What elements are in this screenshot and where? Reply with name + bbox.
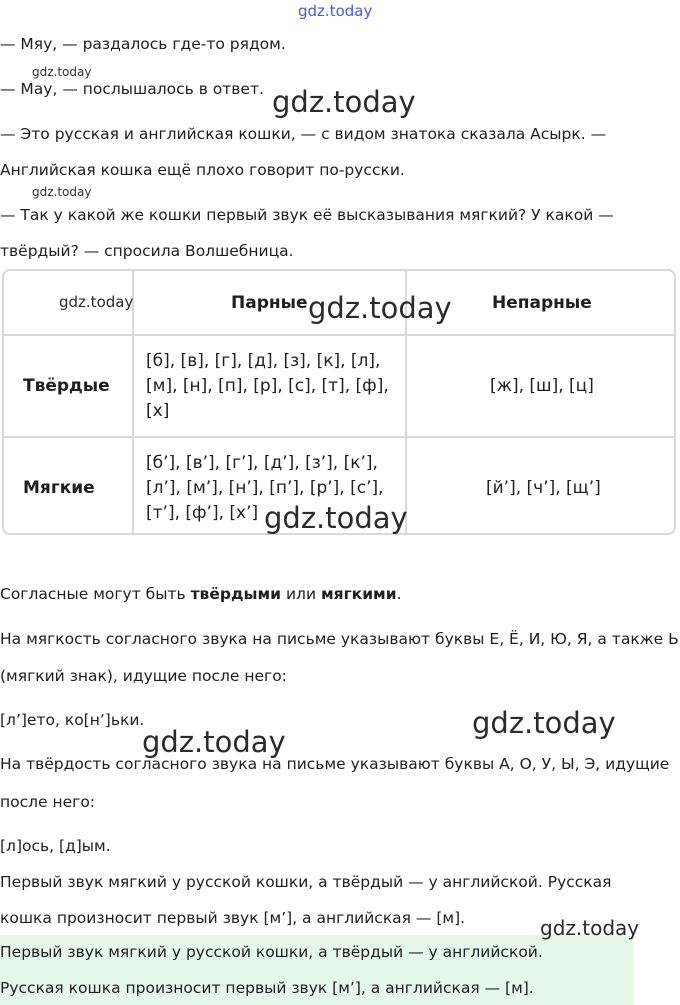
watermark-small-1: gdz.today (32, 65, 92, 79)
answer-highlight-line-2: Русская кошка произносит первый звук [м’], а английская — [м]. (0, 979, 534, 997)
theory-paragraph-2-line-2: (мягкий знак), идущие после него: (0, 667, 287, 685)
answer-line-1: Первый звук мягкий у русской кошки, а твёрдый — у английской. Русская (0, 873, 612, 891)
watermark-big-4: gdz.today (472, 706, 616, 740)
watermark-big-5: gdz.today (142, 725, 286, 759)
theory-paragraph-1: Согласные могут быть твёрдыми или мягкими. (0, 585, 402, 603)
table-divider-h2 (4, 436, 674, 438)
hard-paired-line-3: [х] (146, 401, 170, 421)
watermark-big-3: gdz.today (264, 501, 408, 535)
table-divider-h1 (4, 334, 674, 336)
row-label-soft: Мягкие (23, 478, 95, 498)
dialogue-line-3: — Это русская и английская кошки, — с видом знатока сказала Асырк. — (0, 125, 607, 143)
header-unpaired: Непарные (492, 293, 592, 313)
answer-line-2: кошка произносит первый звук [м’], а английская — [м]. (0, 909, 466, 927)
theory-paragraph-3-line-1: На твёрдость согласного звука на письме указывают буквы А, О, У, Ы, Э, идущие (0, 755, 670, 773)
watermark-top: gdz.today (298, 2, 373, 20)
watermark-big-2: gdz.today (308, 291, 452, 325)
row-label-hard: Твёрдые (23, 376, 110, 396)
dialogue-line-6: твёрдый? — спросила Волшебница. (0, 242, 294, 260)
soft-unpaired: [й’], [ч’], [щ’] (486, 478, 601, 498)
soft-paired-line-1: [б’], [в’], [г’], [д’], [з’], [к’], (146, 453, 378, 473)
watermark-big-1: gdz.today (272, 85, 416, 119)
header-paired: Парные (231, 293, 308, 313)
dialogue-line-5: — Так у какой же кошки первый звук её высказывания мягкий? У какой — (0, 206, 614, 224)
example-soft: [л’]ето, ко[н’]ьки. (0, 711, 145, 729)
dialogue-line-4: Английская кошка ещё плохо говорит по-русски. (0, 161, 405, 179)
watermark-answer: gdz.today (540, 916, 640, 940)
theory-paragraph-3-line-2: после него: (0, 793, 96, 811)
answer-highlight-line-1: Первый звук мягкий у русской кошки, а твёрдый — у английской. (0, 943, 543, 961)
theory-paragraph-2-line-1: На мягкость согласного звука на письме указывают буквы Е, Ё, И, Ю, Я, а также Ь (0, 630, 679, 648)
hard-unpaired: [ж], [ш], [ц] (490, 376, 594, 396)
example-hard: [л]ось, [д]ым. (0, 837, 111, 855)
dialogue-line-2: — Мау, — послышалось в ответ. (0, 80, 264, 98)
watermark-table-1: gdz.today (59, 293, 134, 311)
hard-paired-line-1: [б], [в], [г], [д], [з], [к], [л], (146, 351, 381, 371)
watermark-small-2: gdz.today (32, 185, 92, 199)
soft-paired-line-2: [л’], [м’], [н’], [п’], [р’], [с’], (146, 478, 384, 498)
hard-paired-line-2: [м], [н], [п], [р], [с], [т], [ф], (146, 376, 389, 396)
dialogue-line-1: — Мяу, — раздалось где-то рядом. (0, 35, 286, 53)
soft-paired-line-3: [т’], [ф’], [х’] (146, 503, 259, 523)
